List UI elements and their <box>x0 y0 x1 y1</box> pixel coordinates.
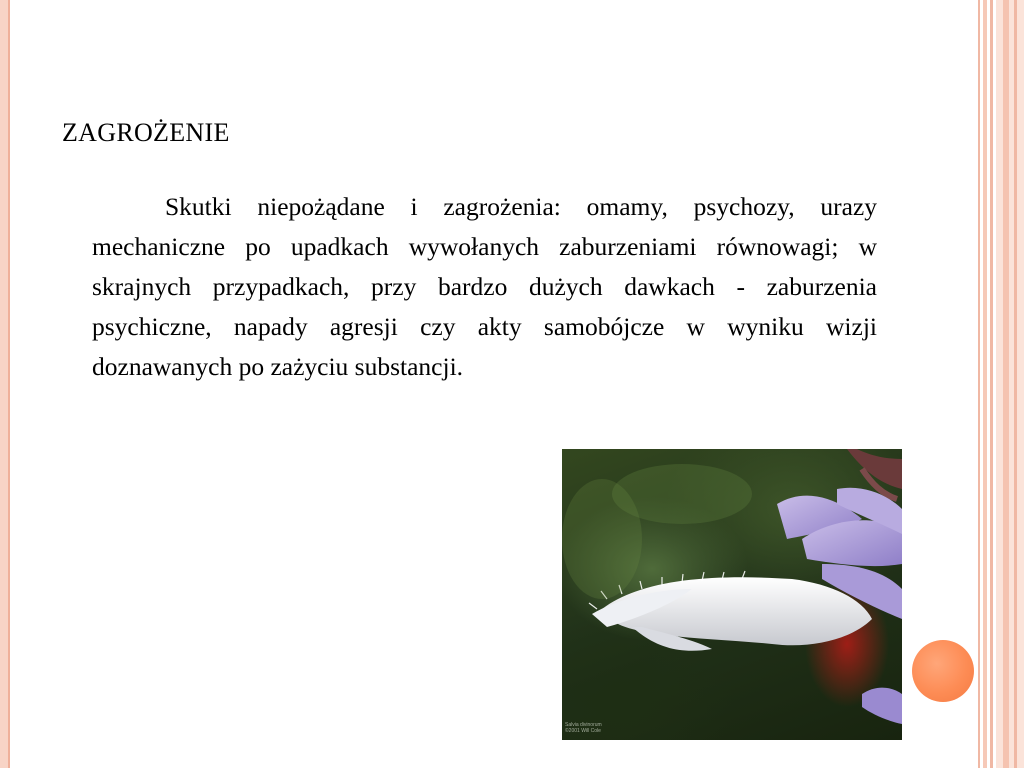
right-stripe-decoration <box>990 0 993 768</box>
right-stripe-decoration <box>983 0 987 768</box>
flower-photo <box>562 449 902 740</box>
right-stripe-decoration <box>1014 0 1017 768</box>
photo-caption: Salvia divinorum ©2001 Will Cole <box>565 722 602 734</box>
left-border-decoration <box>0 0 8 768</box>
flower-illustration <box>562 449 902 740</box>
orange-circle-decoration <box>912 640 974 702</box>
right-stripe-decoration <box>978 0 980 768</box>
slide-body-text: Skutki niepożądane i zagrożenia: omamy, psychozy, urazy mechaniczne po upadkach wywołanych zaburzeniami równowagi; w skrajnych przypadkach, przy bardzo dużych dawkach - zaburzenia psychiczne, napady agresji czy akty samobójcze w wyniku wizji doznawanych po zażyciu substancji. <box>92 192 877 381</box>
right-stripe-decoration <box>996 0 1024 768</box>
slide-title: ZAGROŻENIE <box>62 118 230 147</box>
right-stripe-decoration <box>1003 0 1009 768</box>
